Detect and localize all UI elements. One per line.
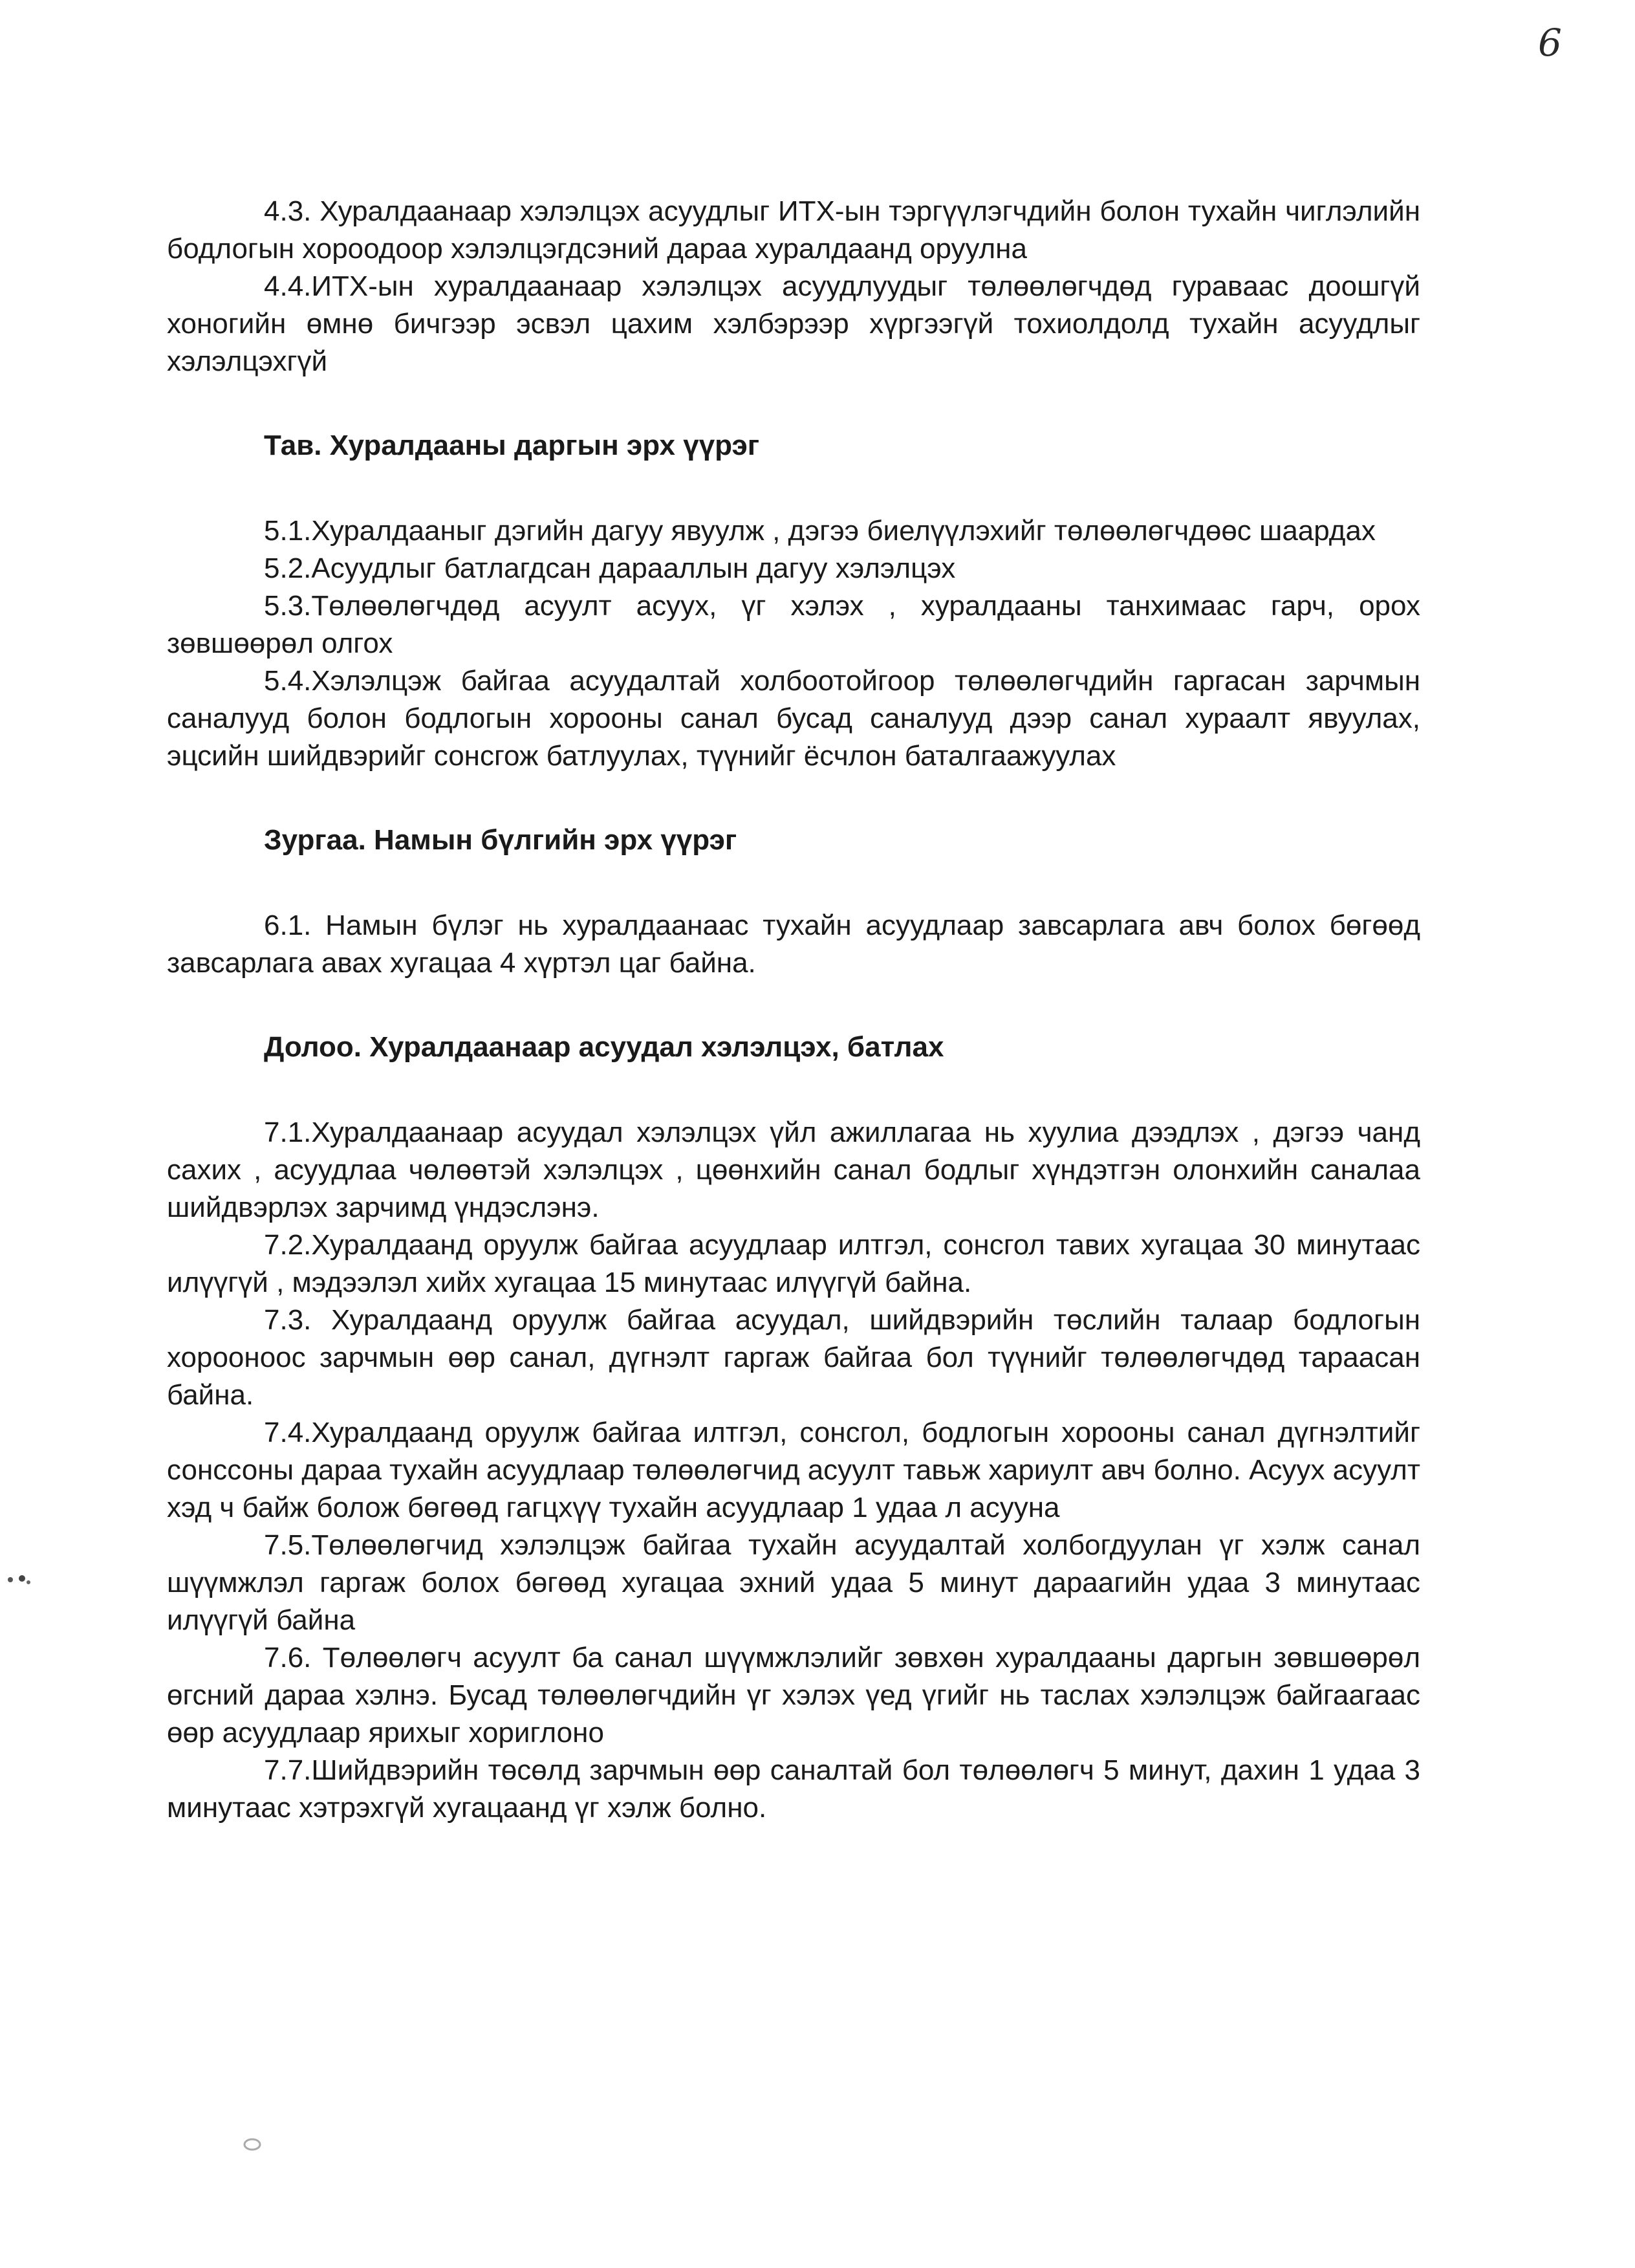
scan-speck	[0, 1571, 39, 1595]
paragraph-7-7: 7.7.Шийдвэрийн төсөлд зарчмын өөр саналтай бол төлөөлөгч 5 минут, дахин 1 удаа 3 минутаас хэтрэхгүй хугацаанд үг хэлж болно.	[167, 1754, 1420, 1824]
paragraph-5-1: 5.1.Хуралдааныг дэгийн дагуу явуулж , дэгээ биелүүлэхийг төлөөлөгчдөөс шаардах	[264, 515, 1376, 547]
paragraph-6-1: 6.1. Намын бүлэг нь хуралдаанаас тухайн асуудлаар завсарлага авч болох бөгөөд завсарлага авах хугацаа 4 хүртэл цаг байна.	[167, 910, 1420, 979]
paragraph-5-2: 5.2.Асуудлыг батлагдсан дарааллын дагуу хэлэлцэх	[264, 552, 956, 584]
page-number: 6	[1538, 21, 1562, 65]
paragraph-4-4: 4.4.ИТХ-ын хуралдаанаар хэлэлцэх асуудлуудыг төлөөлөгчдөд гуравaас доошгүй хоногийн өмнө бичгээр эсвэл цахим хэлбэрээр хүргээгүй тохиолдолд тухайн асуудлыг хэлэлцэхгүй	[167, 270, 1420, 377]
scan-speck-bottom-mark	[239, 2135, 265, 2154]
paragraph-4-3: 4.3. Хуралдаанаар хэлэлцэх асуудлыг ИТХ-ын тэргүүлэгчдийн болон тухайн чиглэлийн бодлогын хороодоор хэлэлцэгдсэний дараа хуралдаанд оруулна	[167, 195, 1420, 265]
section-heading-5: Тав. Хуралдааны даргын эрх үүрэг	[264, 430, 760, 461]
section-heading-7: Долоо. Хуралдаанаар асуудал хэлэлцэх, батлах	[264, 1031, 944, 1063]
paragraph-5-4: 5.4.Хэлэлцэж байгаа асуудалтай холбоотойгоор төлөөлөгчдийн гаргасан зарчмын саналууд болон бодлогын хорооны санал бусад саналууд дээр санал хураалт явуулах, эцсийн шийдвэрийг сонсгож батлуулах, түүнийг ёсчлон баталгаажуулах	[167, 665, 1420, 772]
document-body	[167, 193, 1420, 1827]
paragraph-7-6: 7.6. Төлөөлөгч асуулт ба санал шүүмжлэлийг зөвхөн хуралдааны даргын зөвшөөрөл өгсний дараа хэлнэ. Бусад төлөөлөгчдийн үг хэлэх үед үгийг нь таслах хэлэлцэж байгаагаас өөр асуудлаар ярихыг хориглоно	[167, 1642, 1420, 1749]
section-heading-6: Зургаа. Намын бүлгийн эрх үүрэг	[264, 824, 737, 856]
paragraph-7-2: 7.2.Хуралдаанд оруулж байгаа асуудлаар илтгэл, сонсгол тавих хугацаа 30 минутаас илүүгүй , мэдээлэл хийх хугацаа 15 минутаас илүүгүй байна.	[167, 1229, 1420, 1298]
paragraph-7-4: 7.4.Хуралдаанд оруулж байгаа илтгэл, сонсгол, бодлогын хорооны санал дүгнэлтийг сонссоны дараа тухайн асуудлаар төлөөлөгчид асуулт тавьж хариулт авч болно. Асуух асуулт хэд ч байж болож бөгөөд гагцхүү тухайн асуудлаар 1 удаа л асууна	[167, 1417, 1420, 1523]
paragraph-7-5: 7.5.Төлөөлөгчид хэлэлцэж байгаа тухайн асуудалтай холбогдуулан үг хэлж санал шүүмжлэл гаргаж болох бөгөөд хугацаа эхний удаа 5 минут дараагийн удаа 3 минутаас илүүгүй байна	[167, 1529, 1420, 1636]
scan-speck-bottom	[239, 2135, 265, 2159]
scan-speck-mark	[0, 1571, 39, 1590]
paragraph-7-3: 7.3. Хуралдаанд оруулж байгаа асуудал, шийдвэрийн төслийн талаар бодлогын хорооноос зарчмын өөр санал, дүгнэлт гаргаж байгаа бол түүнийг төлөөлөгчдөд тараасан байна.	[167, 1304, 1420, 1411]
paragraph-7-1: 7.1.Хуралдаанаар асуудал хэлэлцэх үйл ажиллагаа нь хуулиа дээдлэх , дэгээ чанд сахих , асуудлаа чөлөөтэй хэлэлцэх , цөөнхийн санал бодлыг хүндэтгэн олонхийн саналаа шийдвэрлэх зарчимд үндэслэнэ.	[167, 1117, 1420, 1223]
paragraph-5-3: 5.3.Төлөөлөгчдөд асуулт асуух, үг хэлэх , хуралдааны танхимаас гарч, орох зөвшөөрөл олгох	[167, 590, 1420, 659]
